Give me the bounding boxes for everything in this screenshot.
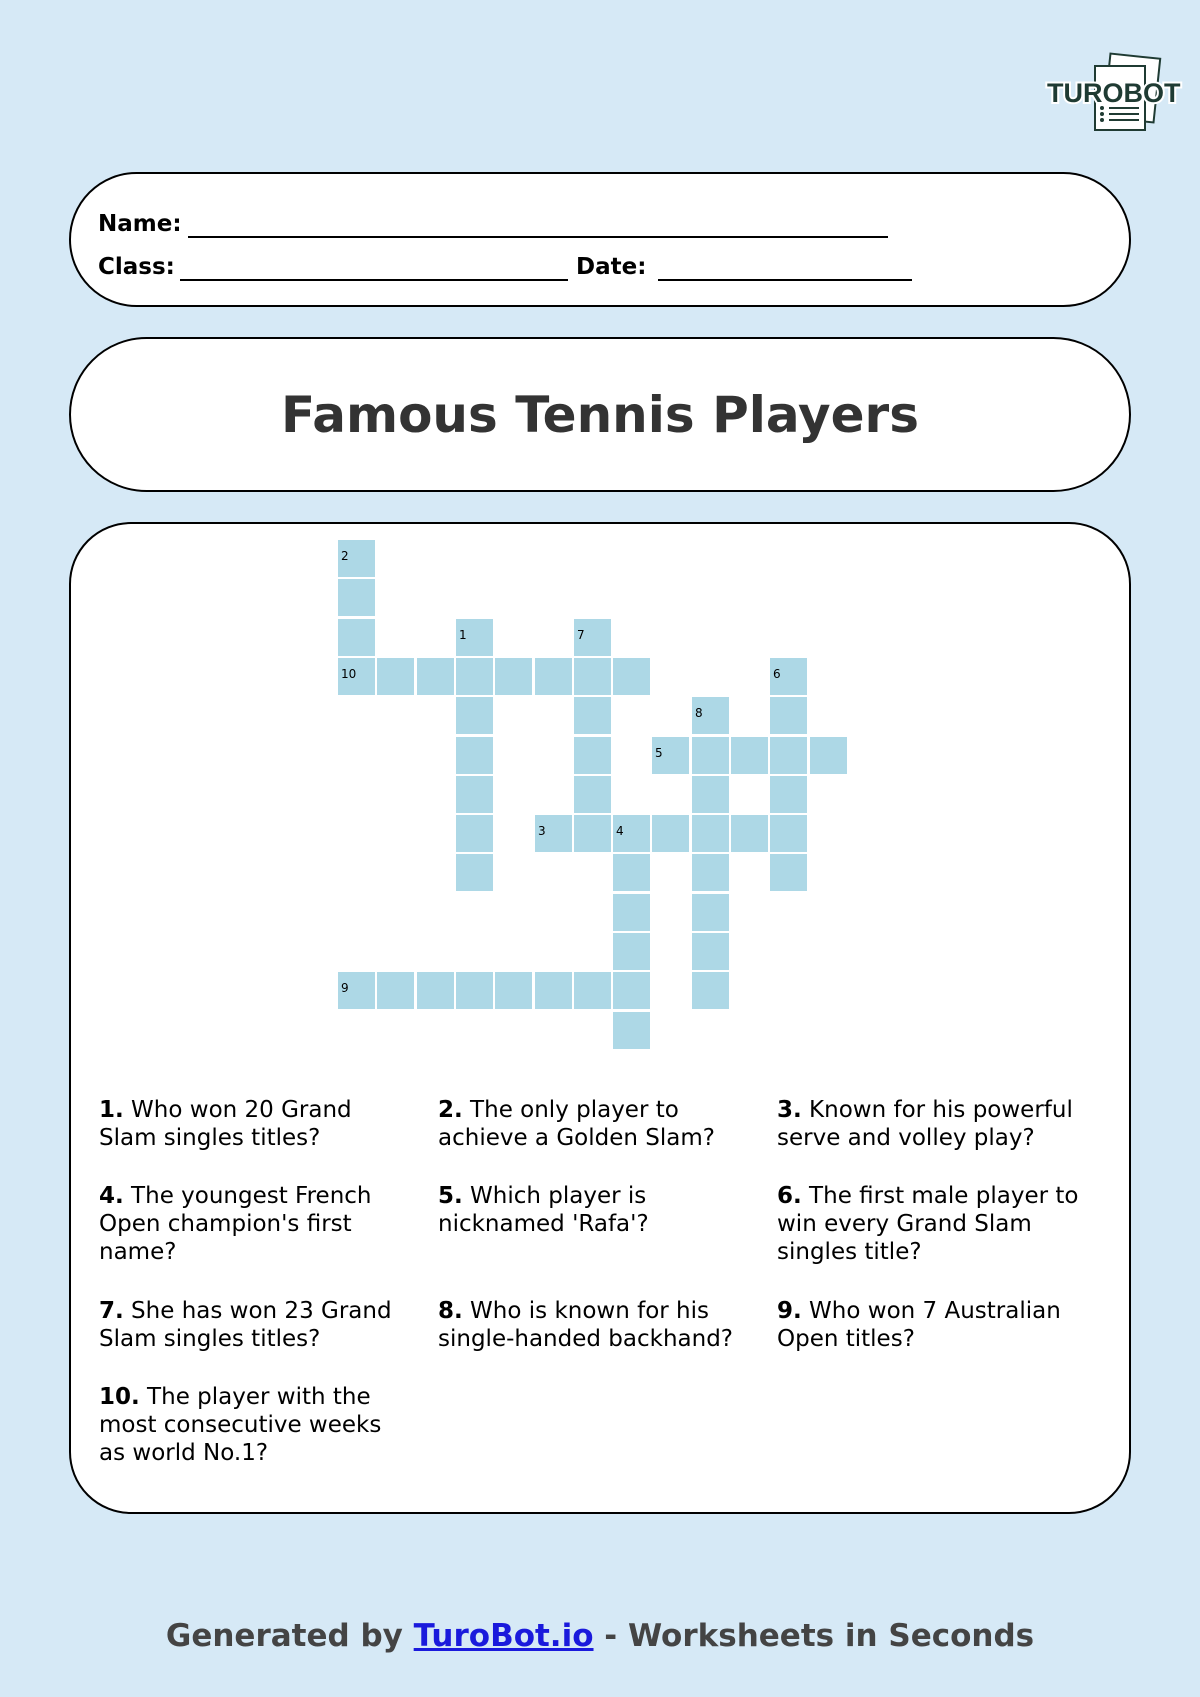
crossword-cell[interactable]	[692, 697, 729, 734]
crossword-cell[interactable]	[338, 972, 375, 1009]
crossword-cell[interactable]	[535, 972, 572, 1009]
clue-4: 4. The youngest French Open champion's first name?	[99, 1183, 372, 1265]
cell-number: 4	[616, 824, 624, 838]
crossword-cell[interactable]	[692, 815, 729, 852]
crossword-cell[interactable]	[535, 658, 572, 695]
crossword-cell[interactable]	[377, 658, 414, 695]
crossword-cell[interactable]	[770, 815, 807, 852]
crossword-cell[interactable]	[692, 737, 729, 774]
clue-2: 2. The only player to achieve a Golden Slam?	[438, 1097, 715, 1151]
crossword-cell[interactable]	[574, 619, 611, 656]
title-panel	[69, 337, 1131, 492]
crossword-cell[interactable]	[652, 737, 689, 774]
footer-prefix: Generated by	[165, 1618, 414, 1654]
crossword-cell[interactable]	[692, 776, 729, 813]
crossword-cell[interactable]	[770, 737, 807, 774]
crossword-cell[interactable]	[338, 579, 375, 616]
crossword-cell[interactable]	[456, 697, 493, 734]
crossword-cell[interactable]	[456, 737, 493, 774]
name-label: Name:	[98, 211, 182, 237]
crossword-cell[interactable]	[417, 972, 454, 1009]
crossword-cell[interactable]	[495, 658, 532, 695]
cell-number: 2	[341, 549, 349, 563]
student-info-panel	[69, 172, 1131, 307]
clue-3: 3. Known for his powerful serve and volley play?	[777, 1097, 1073, 1151]
footer-suffix: - Worksheets in Seconds	[593, 1618, 1035, 1654]
clue-9: 9. Who won 7 Australian Open titles?	[777, 1298, 1061, 1352]
cell-number: 8	[695, 706, 703, 720]
turobot-link[interactable]: TuroBot.io	[413, 1618, 594, 1654]
crossword-cell[interactable]	[574, 697, 611, 734]
crossword-cell[interactable]	[810, 737, 847, 774]
crossword-cell[interactable]	[692, 854, 729, 891]
cell-number: 1	[459, 628, 467, 642]
date-field[interactable]	[658, 279, 912, 281]
crossword-cell[interactable]	[613, 933, 650, 970]
crossword-cell[interactable]	[456, 972, 493, 1009]
clue-8: 8. Who is known for his single-handed backhand?	[438, 1298, 734, 1352]
crossword-cell[interactable]	[770, 658, 807, 695]
clue-6: 6. The first male player to win every Grand Slam singles title?	[777, 1183, 1079, 1265]
crossword-cell[interactable]	[613, 1012, 650, 1049]
crossword-cell[interactable]	[338, 619, 375, 656]
cell-number: 7	[577, 628, 585, 642]
page-title: Famous Tennis Players	[281, 386, 919, 444]
date-label: Date:	[576, 254, 647, 280]
footer	[0, 1618, 1200, 1654]
clue-7: 7. She has won 23 Grand Slam singles titles?	[99, 1298, 392, 1352]
crossword-cell[interactable]	[456, 815, 493, 852]
crossword-cell[interactable]	[731, 815, 768, 852]
crossword-cell[interactable]	[692, 972, 729, 1009]
crossword-cell[interactable]	[456, 619, 493, 656]
crossword-cell[interactable]	[377, 972, 414, 1009]
class-label: Class:	[98, 254, 175, 280]
cell-number: 10	[341, 667, 357, 681]
crossword-cell[interactable]	[613, 854, 650, 891]
crossword-cell[interactable]	[495, 972, 532, 1009]
cell-number: 6	[773, 667, 781, 681]
name-field[interactable]	[188, 236, 888, 238]
clue-1: 1. Who won 20 Grand Slam singles titles?	[99, 1097, 352, 1151]
cell-number: 9	[341, 981, 349, 995]
crossword-cell[interactable]	[574, 972, 611, 1009]
crossword-cell[interactable]	[574, 776, 611, 813]
crossword-cell[interactable]	[417, 658, 454, 695]
crossword-cell[interactable]	[613, 815, 650, 852]
crossword-cell[interactable]	[613, 658, 650, 695]
clue-10: 10. The player with the most consecutive weeks as world No.1?	[99, 1384, 382, 1466]
crossword-cell[interactable]	[574, 737, 611, 774]
crossword-cell[interactable]	[692, 894, 729, 931]
crossword-cell[interactable]	[535, 815, 572, 852]
crossword-cell[interactable]	[456, 776, 493, 813]
crossword-cell[interactable]	[338, 540, 375, 577]
crossword-cell[interactable]	[574, 815, 611, 852]
crossword-cell[interactable]	[338, 658, 375, 695]
logo-text: TUROBOT	[1047, 78, 1181, 108]
crossword-cell[interactable]	[574, 658, 611, 695]
turobot-logo	[1045, 52, 1181, 138]
crossword-cell[interactable]	[692, 933, 729, 970]
cell-number: 3	[538, 824, 546, 838]
crossword-cell[interactable]	[456, 658, 493, 695]
crossword-cell[interactable]	[456, 854, 493, 891]
crossword-cell[interactable]	[652, 815, 689, 852]
crossword-cell[interactable]	[770, 776, 807, 813]
crossword-cell[interactable]	[613, 972, 650, 1009]
clue-5: 5. Which player is nicknamed 'Rafa'?	[438, 1183, 649, 1237]
cell-number: 5	[655, 746, 663, 760]
class-field[interactable]	[180, 279, 568, 281]
crossword-cell[interactable]	[770, 697, 807, 734]
crossword-cell[interactable]	[731, 737, 768, 774]
crossword-cell[interactable]	[770, 854, 807, 891]
crossword-cell[interactable]	[613, 894, 650, 931]
